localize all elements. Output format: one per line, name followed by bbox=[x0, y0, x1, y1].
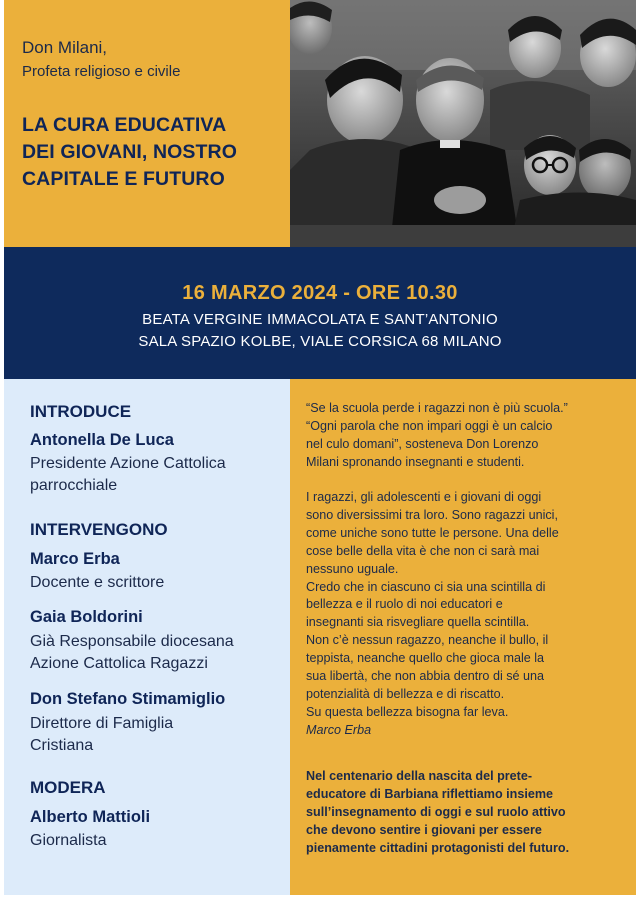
body-line: sono diversissimi tra loro. Sono ragazzi unici, bbox=[306, 507, 558, 522]
event-title bbox=[22, 112, 284, 193]
body-line: Credo che in ciascuno ci sia una scintilla di bbox=[306, 579, 546, 594]
closing-statement bbox=[306, 768, 624, 858]
quote-line: Milani spronando insegnanti e studenti. bbox=[306, 454, 525, 469]
introducer-name: Antonella De Luca bbox=[30, 431, 174, 449]
subtitle-name: Don Milani, bbox=[22, 38, 108, 57]
closing-line: Nel centenario della nascita del prete- bbox=[306, 769, 533, 783]
body-line: I ragazzi, gli adolescenti e i giovani di oggi bbox=[306, 490, 542, 504]
description-panel bbox=[290, 379, 636, 895]
event-title-line: CAPITALE E FUTURO bbox=[22, 168, 225, 190]
photo-illustration bbox=[290, 0, 636, 247]
venue-address: SALA SPAZIO KOLBE, VIALE CORSICA 68 MILANO bbox=[138, 333, 502, 350]
quote-body bbox=[306, 489, 624, 740]
event-title-line: DEI GIOVANI, NOSTRO bbox=[22, 141, 237, 163]
body-line: Non c’è nessun ragazzo, neanche il bullo, il bbox=[306, 633, 549, 648]
moderator-role: Giornalista bbox=[30, 832, 107, 849]
closing-line: educatore di Barbiana riflettiamo insieme bbox=[306, 786, 554, 801]
speaker-role: Già Responsabile diocesana bbox=[30, 633, 234, 650]
body-line: come uniche sono tutte le persone. Una delle bbox=[306, 525, 559, 540]
quote-line: nel culo domani”, sosteneva Don Lorenzo bbox=[306, 436, 539, 451]
body-line: teppista, neanche quello che gioca male la bbox=[306, 651, 545, 666]
historical-photo bbox=[290, 0, 636, 247]
introduce-heading: INTRODUCE bbox=[30, 402, 132, 421]
event-flyer bbox=[4, 0, 636, 895]
event-details-band bbox=[4, 247, 636, 379]
title-panel bbox=[4, 0, 290, 247]
quote-intro bbox=[306, 400, 624, 472]
body-line: insegnanti sia risvegliare quella scintilla. bbox=[306, 615, 530, 630]
closing-line: pienamente cittadini protagonisti del futuro. bbox=[306, 840, 570, 855]
speaker-name: Don Stefano Stimamiglio bbox=[30, 690, 226, 708]
introducer-role: parrocchiale bbox=[30, 477, 118, 494]
body-line: cose belle della vita è che non ci sarà mai bbox=[306, 543, 540, 558]
moderator-name: Alberto Mattioli bbox=[30, 808, 151, 826]
venue-church: BEATA VERGINE IMMACOLATA E SANT’ANTONIO bbox=[142, 311, 498, 328]
closing-line: sull’insegnamento di oggi e sul ruolo attivo bbox=[306, 804, 566, 819]
body-line: nessuno uguale. bbox=[306, 561, 399, 576]
speaker-name: Marco Erba bbox=[30, 550, 120, 568]
intervengono-heading: INTERVENGONO bbox=[30, 520, 168, 539]
closing-line: che devono sentire i giovani per essere bbox=[306, 822, 542, 837]
introducer-role: Presidente Azione Cattolica bbox=[30, 455, 226, 472]
body-line: Su questa bellezza bisogna far leva. bbox=[306, 704, 509, 719]
speaker-role: Docente e scrittore bbox=[30, 574, 165, 591]
body-line: bellezza e il ruolo di noi educatori e bbox=[306, 597, 503, 612]
quote-line: “Ogni parola che non impari oggi è un calcio bbox=[306, 418, 553, 433]
body-line: sua libertà, che non abbia dentro di sé una bbox=[306, 669, 545, 684]
speaker-role: Cristiana bbox=[30, 737, 94, 754]
body-line: potenzialità di bellezza e di riscatto. bbox=[306, 686, 505, 701]
speaker-role: Direttore di Famiglia bbox=[30, 715, 174, 732]
subtitle-description: Profeta religioso e civile bbox=[22, 63, 181, 80]
speaker-name: Gaia Boldorini bbox=[30, 608, 143, 626]
event-title-line: LA CURA EDUCATIVA bbox=[22, 114, 227, 136]
speaker-role: Azione Cattolica Ragazzi bbox=[30, 655, 208, 672]
quote-signature: Marco Erba bbox=[306, 722, 372, 737]
quote-line: “Se la scuola perde i ragazzi non è più scuola.” bbox=[306, 401, 568, 415]
speakers-panel bbox=[4, 379, 290, 895]
event-date-time: 16 MARZO 2024 - ORE 10.30 bbox=[182, 282, 458, 304]
modera-heading: MODERA bbox=[30, 778, 106, 797]
